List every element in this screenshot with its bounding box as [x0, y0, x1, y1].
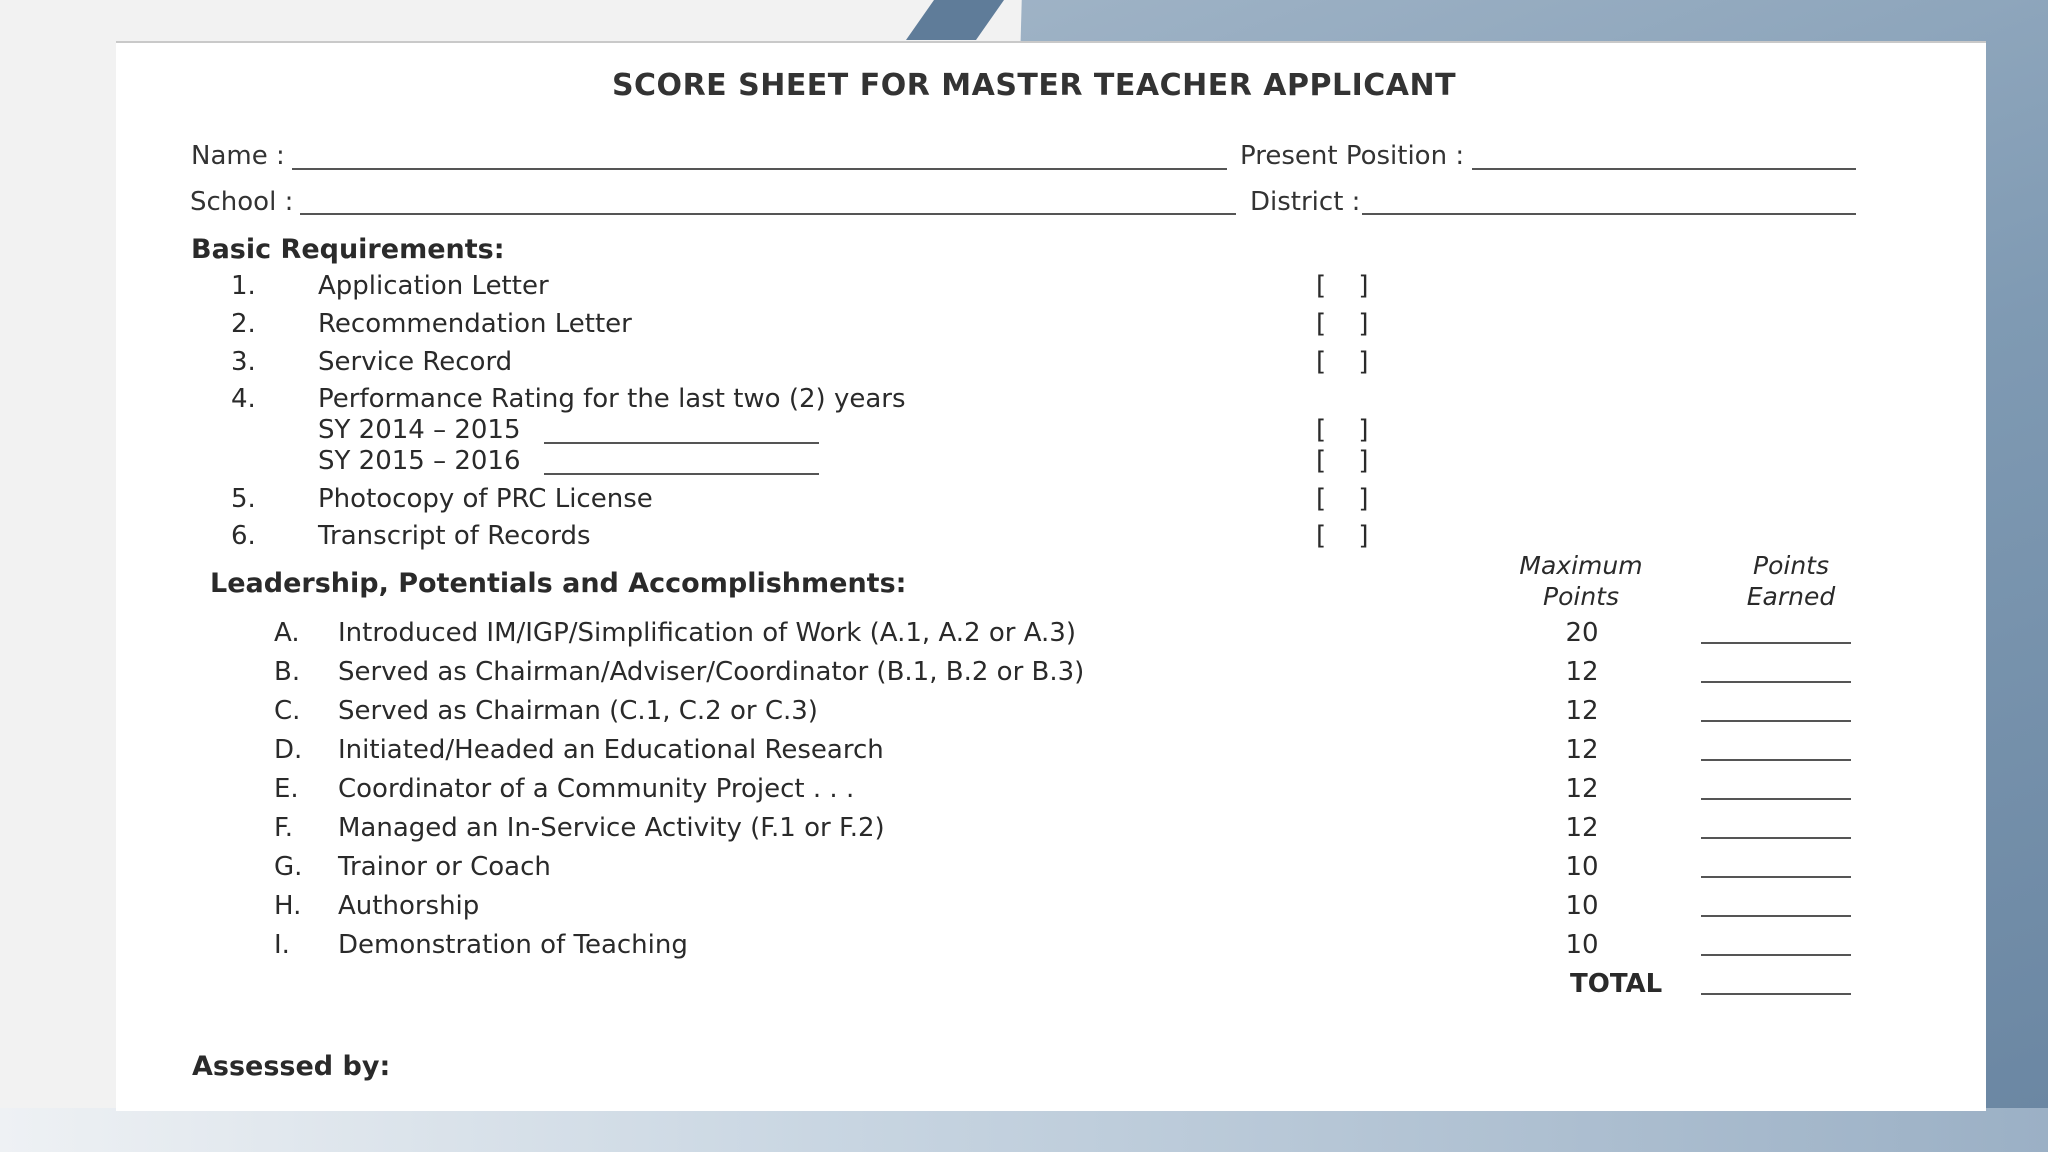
- row-letter: D.: [274, 735, 303, 765]
- school-label: School :: [190, 187, 294, 217]
- sy-2015-checkbox[interactable]: [ ]: [1316, 446, 1381, 476]
- row-letter: B.: [274, 657, 301, 687]
- row-max-points: 12: [1565, 696, 1599, 726]
- prc-license-checkbox[interactable]: [ ]: [1316, 484, 1381, 514]
- row-max-points: 20: [1565, 618, 1599, 648]
- present-position-field[interactable]: [1472, 168, 1856, 170]
- list-item-number: 2.: [231, 309, 256, 339]
- points-earned-field[interactable]: [1701, 759, 1851, 761]
- sy-2014-label: SY 2014 – 2015: [318, 415, 521, 445]
- list-item-label: Transcript of Records: [318, 521, 591, 551]
- points-earned-field[interactable]: [1701, 954, 1851, 956]
- sy-2015-label: SY 2015 – 2016: [318, 446, 521, 476]
- column-header-line: Points: [1753, 551, 1829, 580]
- sheet-title: SCORE SHEET FOR MASTER TEACHER APPLICANT: [611, 68, 1457, 103]
- present-position-label: Present Position :: [1240, 141, 1465, 171]
- list-item-label: Photocopy of PRC License: [318, 484, 653, 514]
- row-max-points: 12: [1565, 813, 1599, 843]
- service-record-checkbox[interactable]: [ ]: [1316, 347, 1381, 377]
- row-label: Coordinator of a Community Project . . .: [338, 774, 855, 804]
- background-stripe: [906, 0, 1004, 40]
- row-max-points: 10: [1565, 891, 1599, 921]
- row-letter: I.: [274, 930, 290, 960]
- column-header-line: Points: [1543, 582, 1619, 611]
- row-label: Served as Chairman/Adviser/Coordinator (B.1, B.2 or B.3): [338, 657, 1085, 687]
- list-item-number: 4.: [231, 384, 256, 414]
- row-letter: A.: [274, 618, 300, 648]
- points-earned-field[interactable]: [1701, 915, 1851, 917]
- row-label: Trainor or Coach: [338, 852, 551, 882]
- row-label: Managed an In-Service Activity (F.1 or F.2): [338, 813, 885, 843]
- row-max-points: 12: [1565, 657, 1599, 687]
- list-item-label: Performance Rating for the last two (2) years: [318, 384, 906, 414]
- points-earned-field[interactable]: [1701, 798, 1851, 800]
- row-letter: F.: [274, 813, 294, 843]
- row-label: Demonstration of Teaching: [338, 930, 688, 960]
- transcript-checkbox[interactable]: [ ]: [1316, 521, 1381, 551]
- score-sheet: [116, 41, 1986, 1111]
- row-label: Authorship: [338, 891, 480, 921]
- list-item-number: 3.: [231, 347, 256, 377]
- list-item-number: 6.: [231, 521, 256, 551]
- list-item-number: 5.: [231, 484, 256, 514]
- total-points-field[interactable]: [1701, 993, 1851, 995]
- column-header-line: Maximum: [1519, 551, 1643, 580]
- row-max-points: 12: [1565, 735, 1599, 765]
- assessed-by-label: Assessed by:: [192, 1051, 391, 1082]
- row-max-points: 12: [1565, 774, 1599, 804]
- maximum-points-header: [1496, 550, 1666, 612]
- district-field[interactable]: [1362, 213, 1856, 215]
- name-field[interactable]: [292, 168, 1227, 170]
- row-label: Served as Chairman (C.1, C.2 or C.3): [338, 696, 818, 726]
- points-earned-field[interactable]: [1701, 720, 1851, 722]
- row-letter: G.: [274, 852, 303, 882]
- row-label: Initiated/Headed an Educational Research: [338, 735, 884, 765]
- background-bottom-band: [0, 1108, 2048, 1152]
- recommendation-letter-checkbox[interactable]: [ ]: [1316, 309, 1381, 339]
- row-max-points: 10: [1565, 930, 1599, 960]
- application-letter-checkbox[interactable]: [ ]: [1316, 271, 1381, 301]
- row-letter: H.: [274, 891, 302, 921]
- row-label: Introduced IM/IGP/Simplification of Work (A.1, A.2 or A.3): [338, 618, 1076, 648]
- leadership-heading: Leadership, Potentials and Accomplishments:: [210, 568, 907, 599]
- list-item-label: Application Letter: [318, 271, 549, 301]
- sy-2015-rating-field[interactable]: [544, 473, 819, 475]
- row-letter: C.: [274, 696, 301, 726]
- name-label: Name :: [191, 141, 285, 171]
- points-earned-field[interactable]: [1701, 681, 1851, 683]
- sy-2014-rating-field[interactable]: [544, 442, 819, 444]
- school-field[interactable]: [300, 213, 1236, 215]
- points-earned-header: [1706, 550, 1876, 612]
- points-earned-field[interactable]: [1701, 837, 1851, 839]
- district-label: District :: [1250, 187, 1361, 217]
- basic-requirements-heading: Basic Requirements:: [191, 234, 505, 265]
- list-item-label: Service Record: [318, 347, 513, 377]
- sy-2014-checkbox[interactable]: [ ]: [1316, 415, 1381, 445]
- points-earned-field[interactable]: [1701, 642, 1851, 644]
- column-header-line: Earned: [1746, 582, 1836, 611]
- list-item-label: Recommendation Letter: [318, 309, 632, 339]
- points-earned-field[interactable]: [1701, 876, 1851, 878]
- list-item-number: 1.: [231, 271, 256, 301]
- row-letter: E.: [274, 774, 299, 804]
- total-label: TOTAL: [1570, 969, 1663, 999]
- row-max-points: 10: [1565, 852, 1599, 882]
